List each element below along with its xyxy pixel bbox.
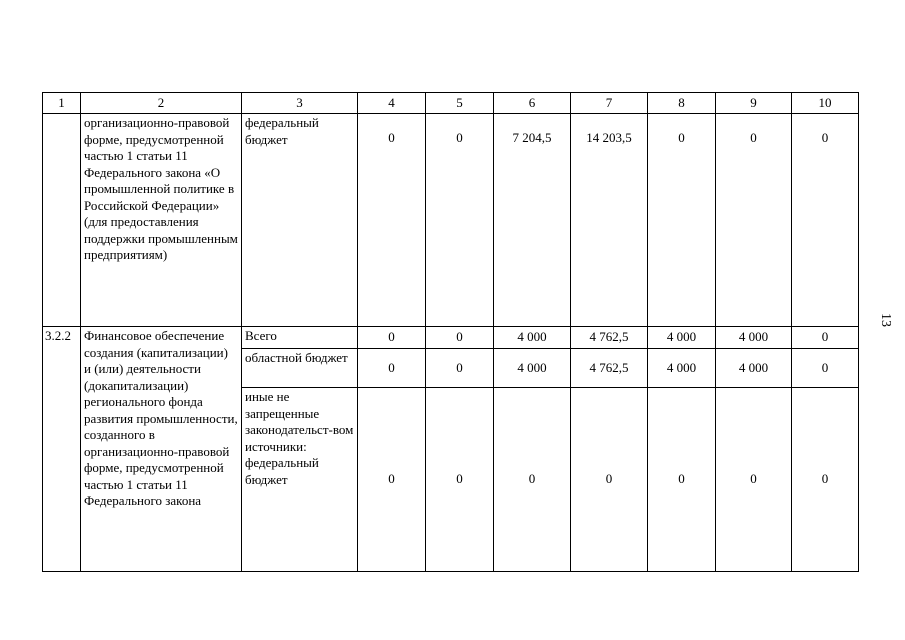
- header-row: [43, 93, 859, 114]
- table-row: [43, 114, 859, 327]
- value-cell: 0: [358, 388, 426, 572]
- value-cell: 0: [494, 388, 571, 572]
- value-cell: 0: [358, 327, 426, 349]
- column-header: 5: [426, 93, 494, 114]
- value-cell: 0: [571, 388, 648, 572]
- page-number: 13: [878, 313, 893, 327]
- value-cell: 4 000: [716, 327, 792, 349]
- row-code: 3.2.2: [43, 327, 81, 572]
- value-cell: 0: [648, 388, 716, 572]
- funding-source: Всего: [242, 327, 358, 349]
- column-header: 7: [571, 93, 648, 114]
- funding-source: федеральный бюджет: [242, 114, 358, 327]
- funding-source: иные не запрещенные законодательст-вом источники: федеральный бюджет: [242, 388, 358, 572]
- value-cell: 0: [792, 388, 859, 572]
- column-header: 4: [358, 93, 426, 114]
- column-header: 2: [81, 93, 242, 114]
- value-cell: 0: [716, 388, 792, 572]
- value-cell: 4 000: [494, 327, 571, 349]
- funding-source: областной бюджет: [242, 349, 358, 388]
- value-cell: 0: [426, 327, 494, 349]
- value-cell: 14 203,5: [571, 114, 648, 327]
- column-header: 9: [716, 93, 792, 114]
- column-header: 8: [648, 93, 716, 114]
- table-row: [43, 327, 859, 349]
- value-cell: 0: [426, 349, 494, 388]
- value-cell: 0: [426, 114, 494, 327]
- row-code: [43, 114, 81, 327]
- value-cell: 4 000: [648, 327, 716, 349]
- value-cell: 4 762,5: [571, 327, 648, 349]
- value-cell: 7 204,5: [494, 114, 571, 327]
- value-cell: 0: [358, 349, 426, 388]
- value-cell: 4 762,5: [571, 349, 648, 388]
- value-cell: 0: [792, 327, 859, 349]
- value-cell: 0: [792, 114, 859, 327]
- budget-table: [42, 92, 859, 572]
- row-name: организационно-правовой форме, предусмотренной частью 1 статьи 11 Федерального закона «О промышленной политике в Российской Федерации» (для предоставления поддержки промышленным предприятиям): [81, 114, 242, 327]
- column-header: 3: [242, 93, 358, 114]
- value-cell: 4 000: [494, 349, 571, 388]
- value-cell: 4 000: [716, 349, 792, 388]
- value-cell: 4 000: [648, 349, 716, 388]
- value-cell: 0: [358, 114, 426, 327]
- column-header: 6: [494, 93, 571, 114]
- value-cell: 0: [648, 114, 716, 327]
- row-name: Финансовое обеспечение создания (капитализации) и (или) деятельности (докапитализации) регионального фонда развития промышленности, созданного в организационно-правовой форме, предусмотренной частью 1 статьи 11 Федерального закона: [81, 327, 242, 572]
- value-cell: 0: [792, 349, 859, 388]
- value-cell: 0: [716, 114, 792, 327]
- column-header: 1: [43, 93, 81, 114]
- column-header: 10: [792, 93, 859, 114]
- value-cell: 0: [426, 388, 494, 572]
